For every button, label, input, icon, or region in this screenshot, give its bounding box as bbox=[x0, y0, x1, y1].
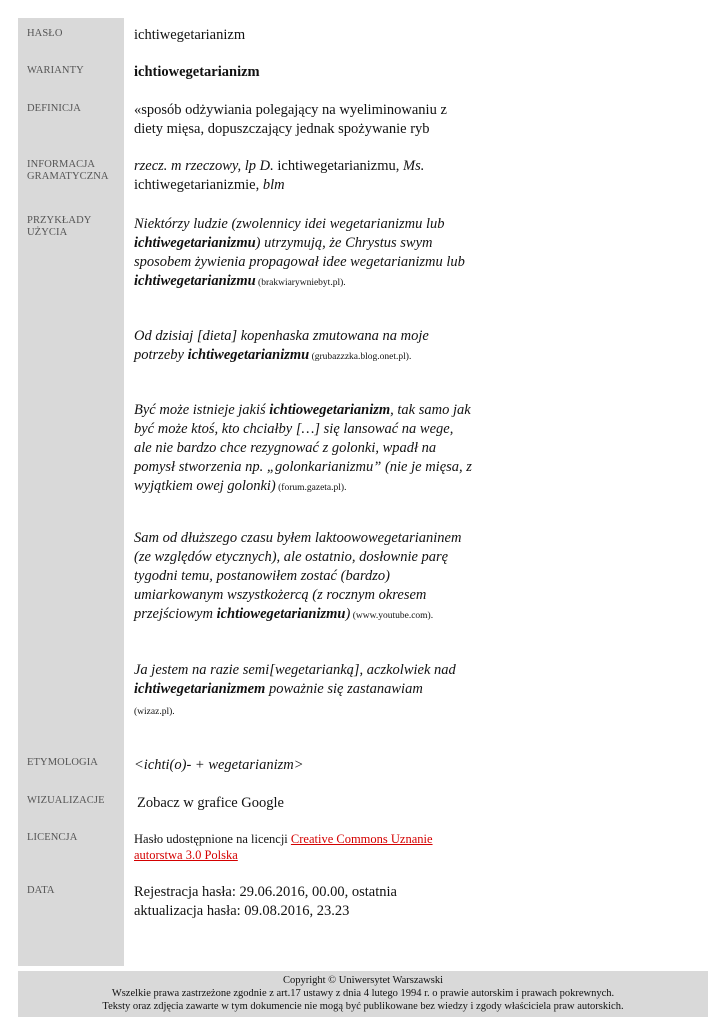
footer-copyright: Copyright © Uniwersytet Warszawski bbox=[282, 975, 444, 986]
example-source: (wizaz.pl) bbox=[134, 707, 173, 717]
license-info bbox=[134, 831, 434, 863]
definition: «sposób odżywiania polegający na wyeliminowaniu z diety mięsa, dopuszczający jednak spożywanie ryb bbox=[134, 102, 447, 137]
dates: Rejestracja hasła: 29.06.2016, 00.00, ostatnia aktualizacja hasła: 09.08.2016, 23.23 bbox=[134, 884, 397, 919]
example-4 bbox=[134, 529, 474, 626]
example-text: Być może istnieje jakiś bbox=[134, 402, 270, 418]
example-text: , tak samo jak być może ktoś, kto chciałby […] się lansować na wege, ale nie bardzo chce rezygnować z golonki, wpadł na pomysł stworzenia np. „golonkarianizmu” (nie je mięsa, z wyjątkiem owej golonki) bbox=[134, 402, 472, 494]
example-text: Ja jestem na razie semi[wegetarianką], aczkolwiek nad bbox=[134, 662, 456, 678]
footer-rights: Wszelkie prawa zastrzeżone zgodnie z art.17 ustawy z dnia 4 lutego 1994 r. o prawie autorskim i prawach pokrewnych. bbox=[111, 988, 615, 999]
label-wizualizacje: WIZUALIZACJE bbox=[27, 795, 105, 806]
example-term: ichtiwegetarianizmem bbox=[134, 681, 266, 697]
example-text: ) utrzymują, że Chrystus swym sposobem żywienia propagował idee wegetarianizmu lub bbox=[134, 235, 465, 270]
label-etymologia: ETYMOLOGIA bbox=[27, 757, 98, 768]
example-term: ichtiowegetarianizmu bbox=[216, 606, 346, 622]
example-2 bbox=[134, 327, 434, 367]
label-haslo: HASŁO bbox=[27, 28, 63, 39]
headword: ichtiwegetarianizm bbox=[134, 27, 246, 43]
example-term: ichtiowegetarianizm bbox=[269, 402, 391, 418]
google-images-link[interactable]: Zobacz w grafice Google bbox=[137, 795, 284, 811]
label-definicja: DEFINICJA bbox=[27, 103, 81, 114]
example-text: poważnie się zastanawiam bbox=[265, 681, 423, 697]
example-3 bbox=[134, 401, 474, 498]
grammar-part5: blm bbox=[262, 177, 285, 193]
dictionary-entry bbox=[18, 18, 708, 966]
example-text: Sam od dłuższego czasu byłem laktoowowegetarianinem (ze względów etycznych), ale ostatnio, dosłownie parę tygodni temu, postanowiłem zostać (bardzo) umiarkowanym wszystkożercą (z rocznym okresem przejściowym bbox=[134, 530, 462, 622]
grammar-part1: rzecz. m rzeczowy, lp D. bbox=[134, 158, 274, 174]
grammar-part4: ichtiwegetarianizmie, bbox=[134, 177, 263, 193]
label-przyklady: PRZYKŁADY UŻYCIA bbox=[27, 215, 92, 238]
example-end: . bbox=[343, 278, 346, 288]
example-end: . bbox=[344, 483, 347, 493]
label-licencja: LICENCJA bbox=[27, 832, 78, 843]
example-end: . bbox=[408, 352, 412, 362]
example-end: . bbox=[430, 611, 434, 621]
example-text: Niektórzy ludzie (zwolennicy idei wegetarianizmu lub bbox=[134, 216, 445, 232]
example-5 bbox=[134, 661, 464, 722]
grammar-info bbox=[134, 157, 434, 195]
example-source: (forum.gazeta.pl) bbox=[275, 483, 345, 493]
example-text: ) bbox=[345, 606, 351, 622]
label-warianty: WARIANTY bbox=[27, 65, 84, 76]
example-1 bbox=[134, 215, 469, 293]
variant: ichtiowegetarianizm bbox=[134, 64, 260, 80]
label-data: DATA bbox=[27, 885, 55, 896]
footer-notice: Teksty oraz zdjęcia zawarte w tym dokumencie nie mogą być publikowane bez wiedzy i zgody właściciela praw autorskich. bbox=[102, 1001, 624, 1012]
example-end: . bbox=[172, 707, 175, 717]
label-informacja: INFORMACJA GRAMATYCZNA bbox=[27, 159, 109, 182]
example-text: Od dzisiaj [dieta] kopenhaska zmutowana na moje potrzeby bbox=[134, 328, 429, 363]
etymology: <ichti(o)- + wegetarianizm> bbox=[134, 757, 304, 773]
license-text: Hasło udostępnione na licencji bbox=[134, 832, 291, 846]
example-source: (grubazzzka.blog.onet.pl) bbox=[309, 352, 409, 362]
example-source: (www.youtube.com) bbox=[350, 611, 431, 621]
footer bbox=[18, 971, 708, 1017]
example-term: ichtiwegetarianizmu bbox=[134, 235, 256, 251]
license-link[interactable]: Creative Commons Uznanie autorstwa 3.0 Polska bbox=[134, 832, 433, 862]
grammar-part3: Ms. bbox=[403, 158, 425, 174]
grammar-part2: ichtiwegetarianizmu, bbox=[273, 158, 404, 174]
example-source: (brakwiarywniebyt.pl) bbox=[255, 278, 344, 288]
example-term: ichtiwegetarianizmu bbox=[187, 347, 310, 363]
example-term: ichtiwegetarianizmu bbox=[134, 273, 256, 289]
